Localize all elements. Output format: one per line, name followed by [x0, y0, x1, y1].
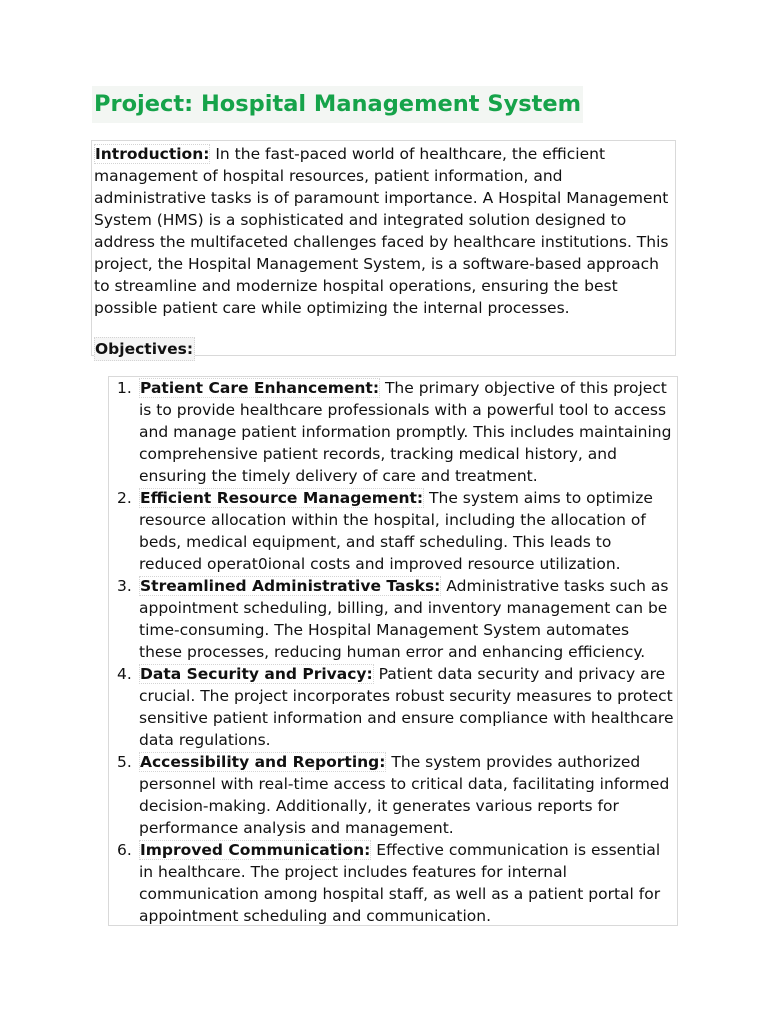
objective-item: [109, 377, 677, 487]
objective-content: [139, 377, 677, 487]
objective-number: 1.: [117, 379, 132, 397]
objectives-list-section: [108, 376, 678, 926]
objective-text: Effective communication is essential in healthcare. The project includes features for internal communication among hospital staff, as well as a patient portal for appointment scheduling and communication.: [139, 841, 661, 925]
objectives-list: [109, 377, 677, 927]
objective-text: Administrative tasks such as appointment scheduling, billing, and inventory management can be time-consuming. The Hospital Management System automates these processes, reducing human error and enhancing efficiency.: [139, 577, 669, 661]
objective-label: Streamlined Administrative Tasks:: [140, 577, 441, 595]
objective-item: [109, 839, 677, 927]
introduction-paragraph: [94, 143, 674, 319]
objective-content: [139, 751, 677, 839]
objective-number: 4.: [117, 665, 132, 683]
objective-label: Data Security and Privacy:: [140, 665, 373, 683]
objective-number: 6.: [117, 841, 132, 859]
objective-label: Accessibility and Reporting:: [140, 753, 386, 771]
objective-content: [139, 575, 677, 663]
introduction-section: [91, 140, 676, 356]
objective-label: Patient Care Enhancement:: [140, 379, 380, 397]
objective-number: 3.: [117, 577, 132, 595]
introduction-label: Introduction:: [95, 145, 210, 163]
objective-label: Improved Communication:: [140, 841, 371, 859]
objective-text: Patient data security and privacy are crucial. The project incorporates robust security measures to protect sensitive patient information and ensure compliance with healthcare data regulations.: [139, 665, 674, 749]
objective-content: [139, 487, 677, 575]
objective-number: 2.: [117, 489, 132, 507]
objective-content: [139, 663, 677, 751]
objective-item: [109, 663, 677, 751]
objective-label: Efficient Resource Management:: [140, 489, 424, 507]
objective-item: [109, 575, 677, 663]
objective-content: [139, 839, 677, 927]
objective-item: [109, 751, 677, 839]
page-title: Project: Hospital Management System: [92, 86, 583, 123]
objective-text: The primary objective of this project is to provide healthcare professionals with a powerful tool to access and manage patient information promptly. This includes maintaining comprehensive patient records, tracking medical history, and ensuring the timely delivery of care and treatment.: [139, 379, 672, 485]
introduction-text: In the fast-paced world of healthcare, the efficient management of hospital resources, patient information, and administrative tasks is of paramount importance. A Hospital Management System (HMS) is a sophisticated and integrated solution designed to address the multifaceted challenges faced by healthcare institutions. This project, the Hospital Management System, is a software-based approach to streamline and modernize hospital operations, ensuring the best possible patient care while optimizing the internal processes.: [94, 145, 669, 317]
objective-text: The system aims to optimize resource allocation within the hospital, including the allocation of beds, medical equipment, and staff scheduling. This leads to reduced operat0ional costs and improved resource utilization.: [139, 489, 653, 573]
objective-number: 5.: [117, 753, 132, 771]
objective-text: The system provides authorized personnel with real-time access to critical data, facilitating informed decision-making. Additionally, it generates various reports for performance analysis and management.: [139, 753, 670, 837]
objective-item: [109, 487, 677, 575]
objectives-heading: Objectives:: [94, 337, 195, 361]
